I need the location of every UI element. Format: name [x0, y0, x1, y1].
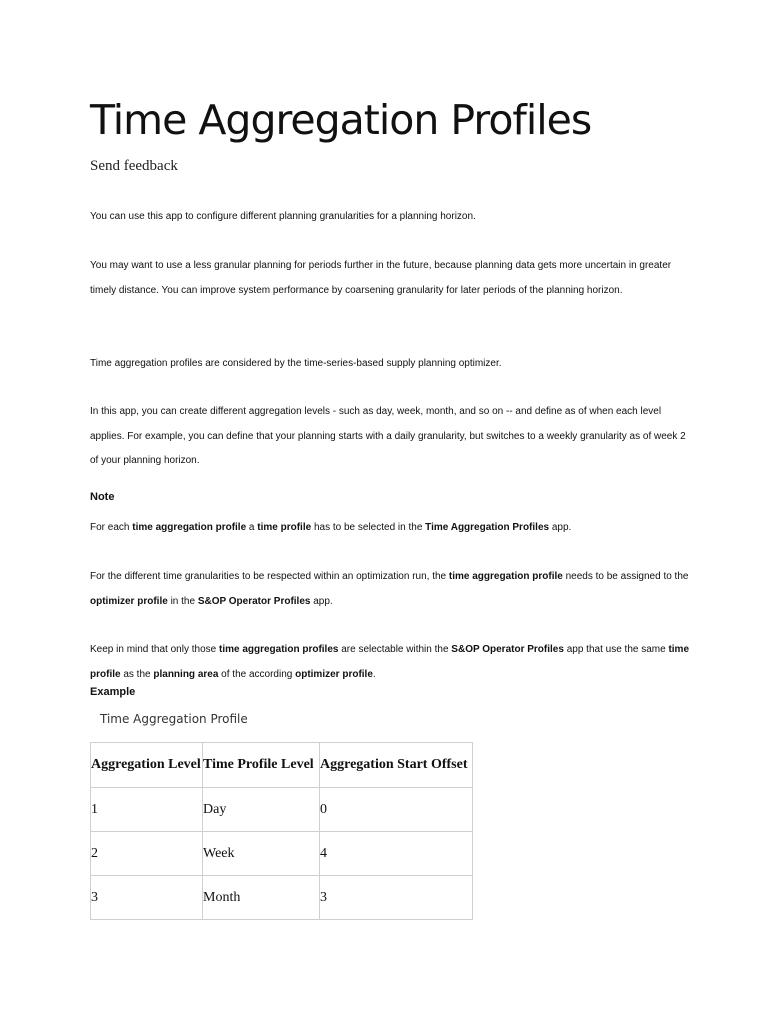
time-profile-level-cell: Day	[203, 788, 320, 832]
aggregation-start-offset-cell: 4	[320, 832, 473, 876]
note-heading: Note	[90, 491, 115, 503]
aggregation-table	[90, 742, 473, 920]
optimizer-paragraph: Time aggregation profiles are considered by the time-series-based supply planning optimizer.	[90, 358, 502, 369]
time-profile-level-cell: Week	[203, 832, 320, 876]
note-paragraph-1: For each time aggregation profile a time profile has to be selected in the Time Aggregation Profiles app.	[90, 522, 572, 533]
table-caption: Time Aggregation Profile	[100, 712, 248, 726]
table-header-row	[91, 743, 473, 788]
intro-paragraph: You can use this app to configure different planning granularities for a planning horizon.	[90, 211, 476, 222]
send-feedback-link[interactable]: Send feedback	[90, 158, 178, 174]
column-header-time-profile-level: Time Profile Level	[203, 743, 320, 788]
column-header-aggregation-level: Aggregation Level	[91, 743, 203, 788]
aggregation-levels-paragraph: In this app, you can create different aggregation levels - such as day, week, month, and so on -- and define as of when each level applies. For example, you can define that your planning starts with a daily granularity, but switches to a weekly granularity as of week 2 of your planning horizon.	[90, 406, 686, 466]
aggregation-level-cell: 2	[91, 832, 203, 876]
example-heading: Example	[90, 686, 136, 698]
aggregation-level-cell: 3	[91, 876, 203, 920]
note-paragraph-2: For the different time granularities to be respected within an optimization run, the time aggregation profile needs to be assigned to the optimizer profile in the S&OP Operator Profiles app.	[90, 571, 689, 607]
table-row	[91, 876, 473, 920]
table-row	[91, 832, 473, 876]
aggregation-start-offset-cell: 0	[320, 788, 473, 832]
note-paragraph-3: Keep in mind that only those time aggregation profiles are selectable within the S&OP Operator Profiles app that use the same time profile as the planning area of the according optimizer profile.	[90, 644, 690, 680]
aggregation-start-offset-cell: 3	[320, 876, 473, 920]
granularity-paragraph: You may want to use a less granular planning for periods further in the future, because planning data gets more uncertain in greater timely distance. You can improve system performance by coarsening granularity for later periods of the planning horizon.	[90, 260, 672, 296]
time-profile-level-cell: Month	[203, 876, 320, 920]
table-row	[91, 788, 473, 832]
aggregation-level-cell: 1	[91, 788, 203, 832]
page-title: Time Aggregation Profiles	[90, 96, 592, 144]
column-header-aggregation-start-offset: Aggregation Start Offset	[320, 743, 473, 788]
